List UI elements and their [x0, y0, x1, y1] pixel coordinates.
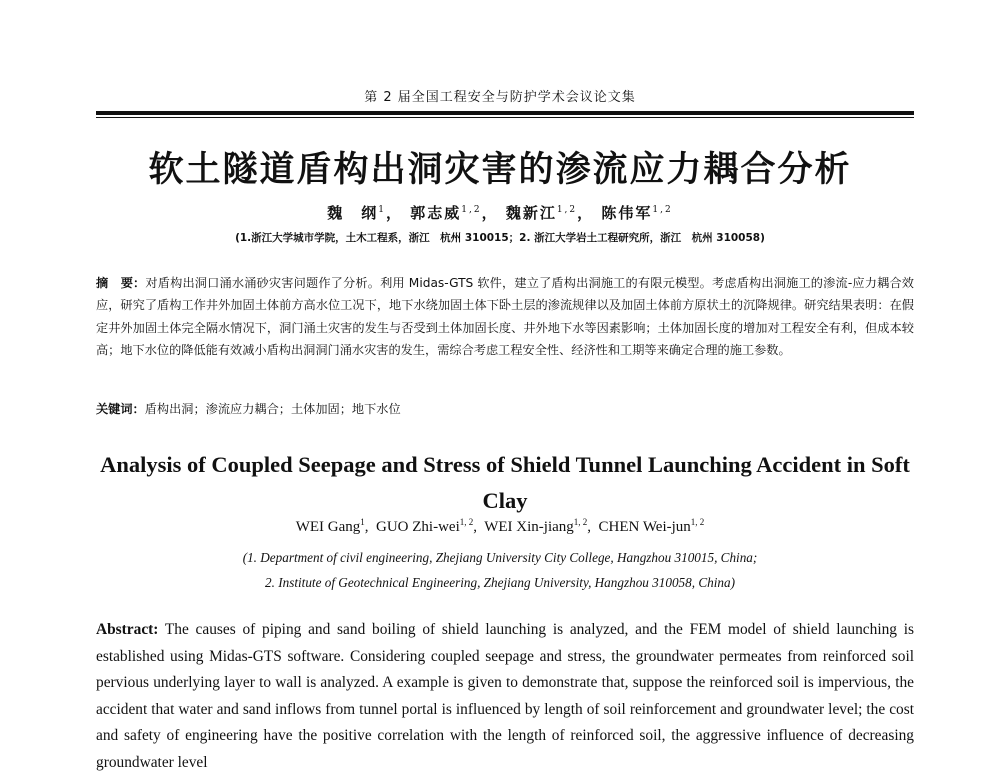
author-name: 魏 纲 — [327, 204, 379, 222]
author-sup: 1,2 — [652, 205, 673, 215]
author-name: 陈伟军 — [601, 204, 653, 222]
header-rule-thick — [96, 111, 914, 115]
chinese-keywords-text: 盾构出洞；渗流应力耦合；土体加固；地下水位 — [144, 402, 401, 416]
chinese-abstract — [96, 272, 914, 362]
english-affiliation-line-2: 2. Institute of Geotechnical Engineering, Zhejiang University, Hangzhou 310058, China) — [265, 575, 735, 590]
chinese-keywords — [96, 400, 914, 417]
chinese-authors: 魏 纲$^1$， 郭志威$^{1,2}$， 魏新江$^{1,2}$， 陈伟军$^{1,2}$ — [327, 204, 673, 222]
english-authors: WEI Gang$^1$, GUO Zhi-wei$^{1, 2}$, WEI Xin-jiang$^{1, 2}$, CHEN Wei-jun$^{1, 2}$ — [295, 517, 705, 535]
english-abstract-label: Abstract: — [96, 621, 159, 638]
chinese-affiliation: (1.浙江大学城市学院，土木工程系，浙江 杭州 310015；2. 浙江大学岩土工程研究所，浙江 杭州 310058) — [235, 232, 765, 244]
chinese-keywords-label: 关键词： — [96, 402, 145, 416]
author-sup: 1, 2 — [573, 517, 588, 527]
header-rule-thin — [96, 117, 914, 118]
english-abstract — [96, 617, 914, 776]
author-sup: 1,2 — [461, 205, 482, 215]
english-abstract-text: The causes of piping and sand boiling of shield launching is analyzed, and the FEM model of shield launching is established using Midas-GTS software. Considering coupled seepage and stress, the groundwater permeates from reinforced soil pervious underlying layer to wall is analyzed. A example is given to demonstrate that, suppose the reinforced soil is impervious, the accident that water and sand inflows from tunnel portal is influenced by length of soil reinforcement and groundwater level; the cost and safety of engineering have the positive correlation with the length of reinforced soil, the aggressive influence of decreasing groundwater level — [96, 621, 914, 771]
author-name: 郭志威 — [410, 204, 462, 222]
english-title: Analysis of Coupled Seepage and Stress of Shield Tunnel Launching Accident in Soft Clay — [100, 452, 910, 513]
chinese-title: 软土隧道盾构出洞灾害的渗流应力耦合分析 — [148, 150, 852, 190]
author-name: GUO Zhi-wei — [376, 519, 460, 535]
author-sup: 1 — [360, 517, 365, 527]
author-sup: 1, 2 — [690, 517, 705, 527]
author-sup: 1,2 — [556, 205, 578, 215]
author-sup: 1, 2 — [459, 517, 474, 527]
chinese-abstract-label: 摘 要： — [96, 276, 146, 290]
author-name: CHEN Wei-jun — [598, 519, 691, 535]
english-affiliation-line-1: (1. Department of civil engineering, Zhejiang University City College, Hangzhou 310015, China; — [242, 550, 758, 565]
author-name: 魏新江 — [505, 204, 557, 222]
english-affiliation — [0, 545, 1000, 595]
author-name: WEI Gang — [295, 519, 361, 535]
author-name: WEI Xin-jiang — [484, 519, 574, 535]
chinese-abstract-text: 对盾构出洞口涌水涌砂灾害问题作了分析。利用 Midas-GTS 软件，建立了盾构出洞施工的有限元模型。考虑盾构出洞施工的渗流-应力耦合效应，研究了盾构工作井外加固土体前方高水位工况下，地下水绕加固土体下卧土层的渗流规律以及加固土体前方原状土的沉降规律。研究结果表明：在假定井外加固土体完全隔水情况下，洞门涌土灾害的发生与否受到土体加固长度、井外地下水等因素影响；土体加固长度的增加对工程安全有利，但成本较高；地下水位的降低能有效减小盾构出洞洞门涌水灾害的发生，需综合考虑工程安全性、经济性和工期等来确定合理的施工参数。 — [96, 276, 914, 358]
running-header: 第 2 届全国工程安全与防护学术会议论文集 — [364, 90, 636, 105]
author-sup: 1 — [378, 205, 386, 215]
